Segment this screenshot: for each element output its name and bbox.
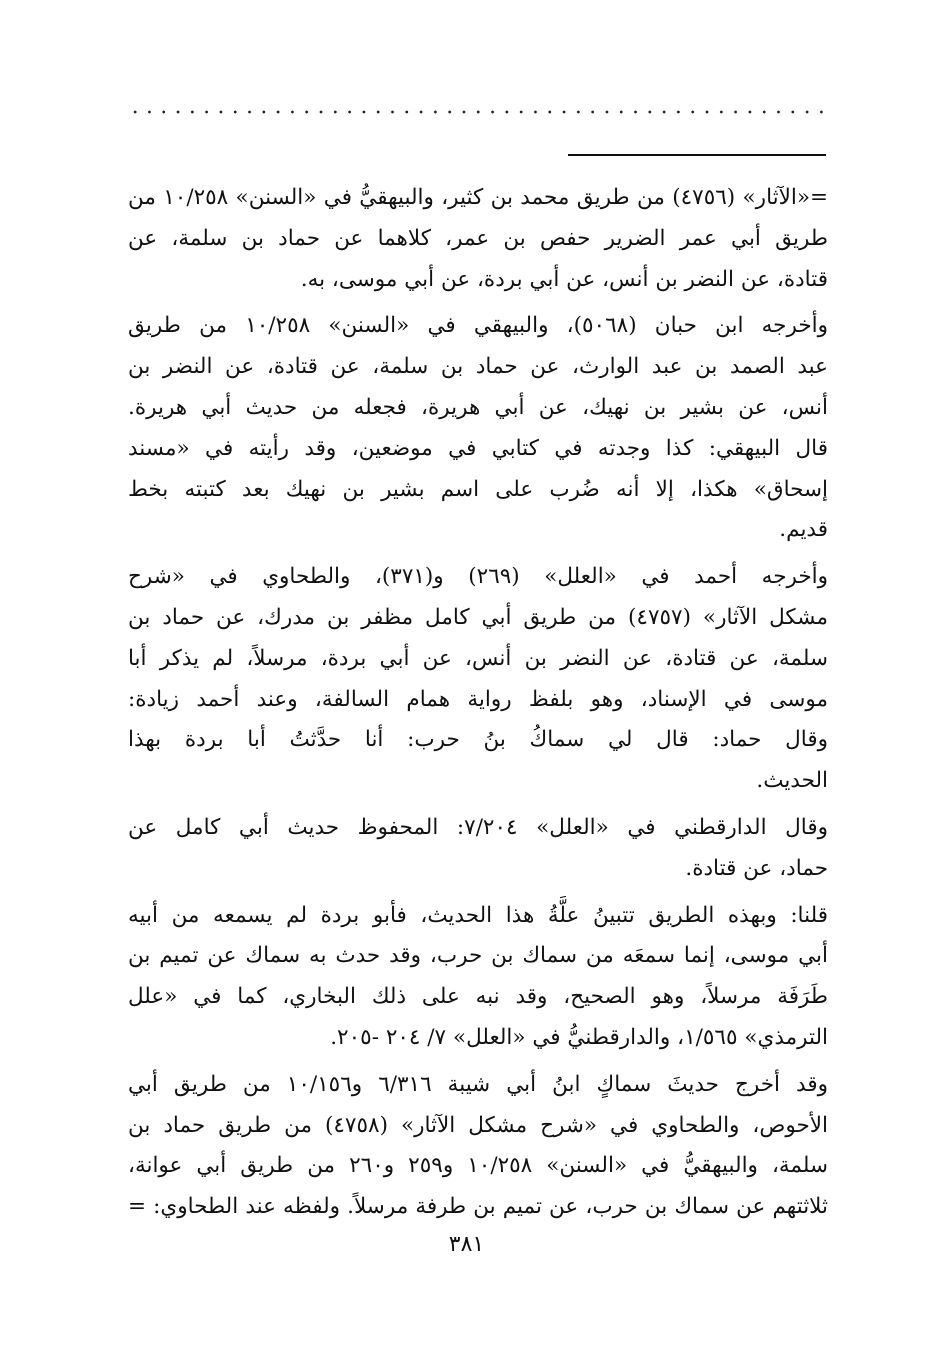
footnote-rule bbox=[568, 154, 826, 156]
footnote-text bbox=[128, 178, 828, 1234]
text-line: قلنا: وبهذه الطريق تتبينُ علَّةُ هذا الحديث، فأبو بردة لم يسمعه من أبيه bbox=[128, 902, 828, 928]
paragraph-2 bbox=[128, 306, 828, 551]
text-line: الترمذي» ١/٥٦٥، والدارقطنيُّ في «العلل» ٧/ ٢٠٤ -٢٠٥. bbox=[330, 1024, 828, 1050]
paragraph-4 bbox=[128, 808, 828, 890]
text-line: ثلاثتهم عن سماك بن حرب، عن تميم بن طرفة مرسلاً. ولفظه عند الطحاوي: = bbox=[128, 1194, 828, 1220]
page-number: ٣٨١ bbox=[448, 1232, 485, 1257]
text-line: مشكل الآثار» (٤٧٥٧) من طريق أبي كامل مظفر بن مدرك، عن حماد بن bbox=[128, 604, 828, 630]
text-line: قديم. bbox=[779, 517, 828, 543]
text-line: إسحاق» هكذا، إلا أنه ضُرب على اسم بشير بن نهيك بعد كتبته بخط bbox=[128, 476, 828, 502]
text-line: وقال حماد: قال لي سماكُ بنُ حرب: أنا حدَّثتُ أبا بردة بهذا bbox=[128, 727, 828, 753]
text-line: حماد، عن قتادة. bbox=[685, 855, 828, 881]
text-line: موسى في الإسناد، وهو بلفظ رواية همام السالفة، وعند أحمد زيادة: bbox=[128, 686, 828, 712]
paragraph-3 bbox=[128, 557, 828, 802]
paragraph-1 bbox=[128, 178, 828, 300]
text-line: طريق أبي عمر الضرير حفص بن عمر، كلاهما عن حماد بن سلمة، عن bbox=[128, 225, 828, 251]
text-line: أبي موسى، إنما سمعَه من سماك بن حرب، وقد حدث به سماك عن تميم بن bbox=[128, 943, 828, 969]
text-line: عبد الصمد بن عبد الوارث، عن حماد بن سلمة، عن قتادة، عن النضر بن bbox=[128, 354, 828, 380]
text-line: الأحوص، والطحاوي في «شرح مشكل الآثار» (٤٧٥٨) من طريق حماد بن bbox=[128, 1112, 828, 1138]
text-line: قال البيهقي: كذا وجدته في كتابي في موضعين، وقد رأيته في «مسند bbox=[128, 435, 828, 461]
text-line: وقال الدارقطني في «العلل» ٧/٢٠٤: المحفوظ حديث أبي كامل عن bbox=[128, 814, 828, 840]
text-line: قتادة، عن النضر بن أنس، عن أبي بردة، عن أبي موسى، به. bbox=[300, 266, 828, 292]
text-line: =«الآثار» (٤٧٥٦) من طريق محمد بن كثير، والبيهقيُّ في «السنن» ١٠/٢٥٨ من bbox=[128, 185, 828, 210]
text-line: وأخرجه أحمد في «العلل» (٢٦٩) و(٣٧١)، والطحاوي في «شرح bbox=[128, 564, 828, 590]
paragraph-5 bbox=[128, 896, 828, 1059]
text-line: أنس، عن بشير بن نهيك، عن أبي هريرة، فجعله من حديث أبي هريرة. bbox=[128, 394, 828, 420]
text-line: وقد أخرج حديثَ سماكٍ ابنُ أبي شيبة ٦/٣١٦ و١٠/١٥٦ من طريق أبي bbox=[128, 1071, 828, 1097]
text-line: سلمة، عن قتادة، عن النضر بن أنس، عن أبي بردة، مرسلاً، لم يذكر أبا bbox=[128, 645, 828, 671]
text-line: الحديث. bbox=[756, 768, 828, 794]
dotted-separator bbox=[128, 110, 825, 114]
text-line: طَرَفَة مرسلاً، وهو الصحيح، وقد نبه على ذلك البخاري، كما في «علل bbox=[128, 984, 828, 1010]
text-line: وأخرجه ابن حبان (٥٠٦٨)، والبيهقي في «السنن» ١٠/٢٥٨ من طريق bbox=[128, 313, 828, 339]
paragraph-6 bbox=[128, 1065, 828, 1228]
text-line: سلمة، والبيهقيُّ في «السنن» ١٠/٢٥٨ و٢٥٩ و٢٦٠ من طريق أبي عوانة، bbox=[128, 1153, 828, 1179]
